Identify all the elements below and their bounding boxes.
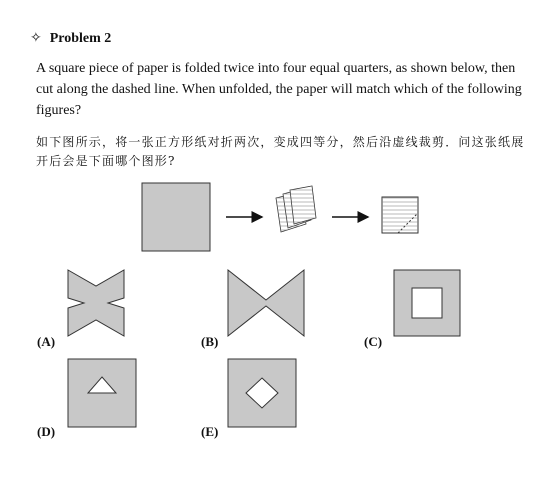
- option-d-label: (D): [37, 424, 56, 439]
- cut-paper-icon: [382, 197, 418, 233]
- option-c-figure: [394, 270, 460, 336]
- fold-sequence: [142, 183, 418, 251]
- problem-text-chinese: 如下图所示，将一张正方形纸对折两次，变成四等分，然后沿虚线裁剪．问这张纸展开后会是下面哪个图形?: [36, 135, 525, 168]
- option-b-figure: [228, 270, 304, 336]
- option-e-label: (E): [201, 424, 219, 439]
- option-c-label: (C): [364, 334, 383, 349]
- diamond-icon: ✧: [30, 31, 42, 46]
- option-a-figure: [68, 270, 124, 336]
- original-square: [142, 183, 210, 251]
- option-b-label: (B): [201, 334, 219, 349]
- problem-text-english: A square piece of paper is folded twice into four equal quarters, as shown below, then cut along the dashed line. When unfolded, the paper will match which of the following figures?: [36, 61, 522, 118]
- problem-title: Problem 2: [49, 31, 112, 46]
- folded-paper-icon: [276, 186, 316, 232]
- option-a-label: (A): [37, 334, 56, 349]
